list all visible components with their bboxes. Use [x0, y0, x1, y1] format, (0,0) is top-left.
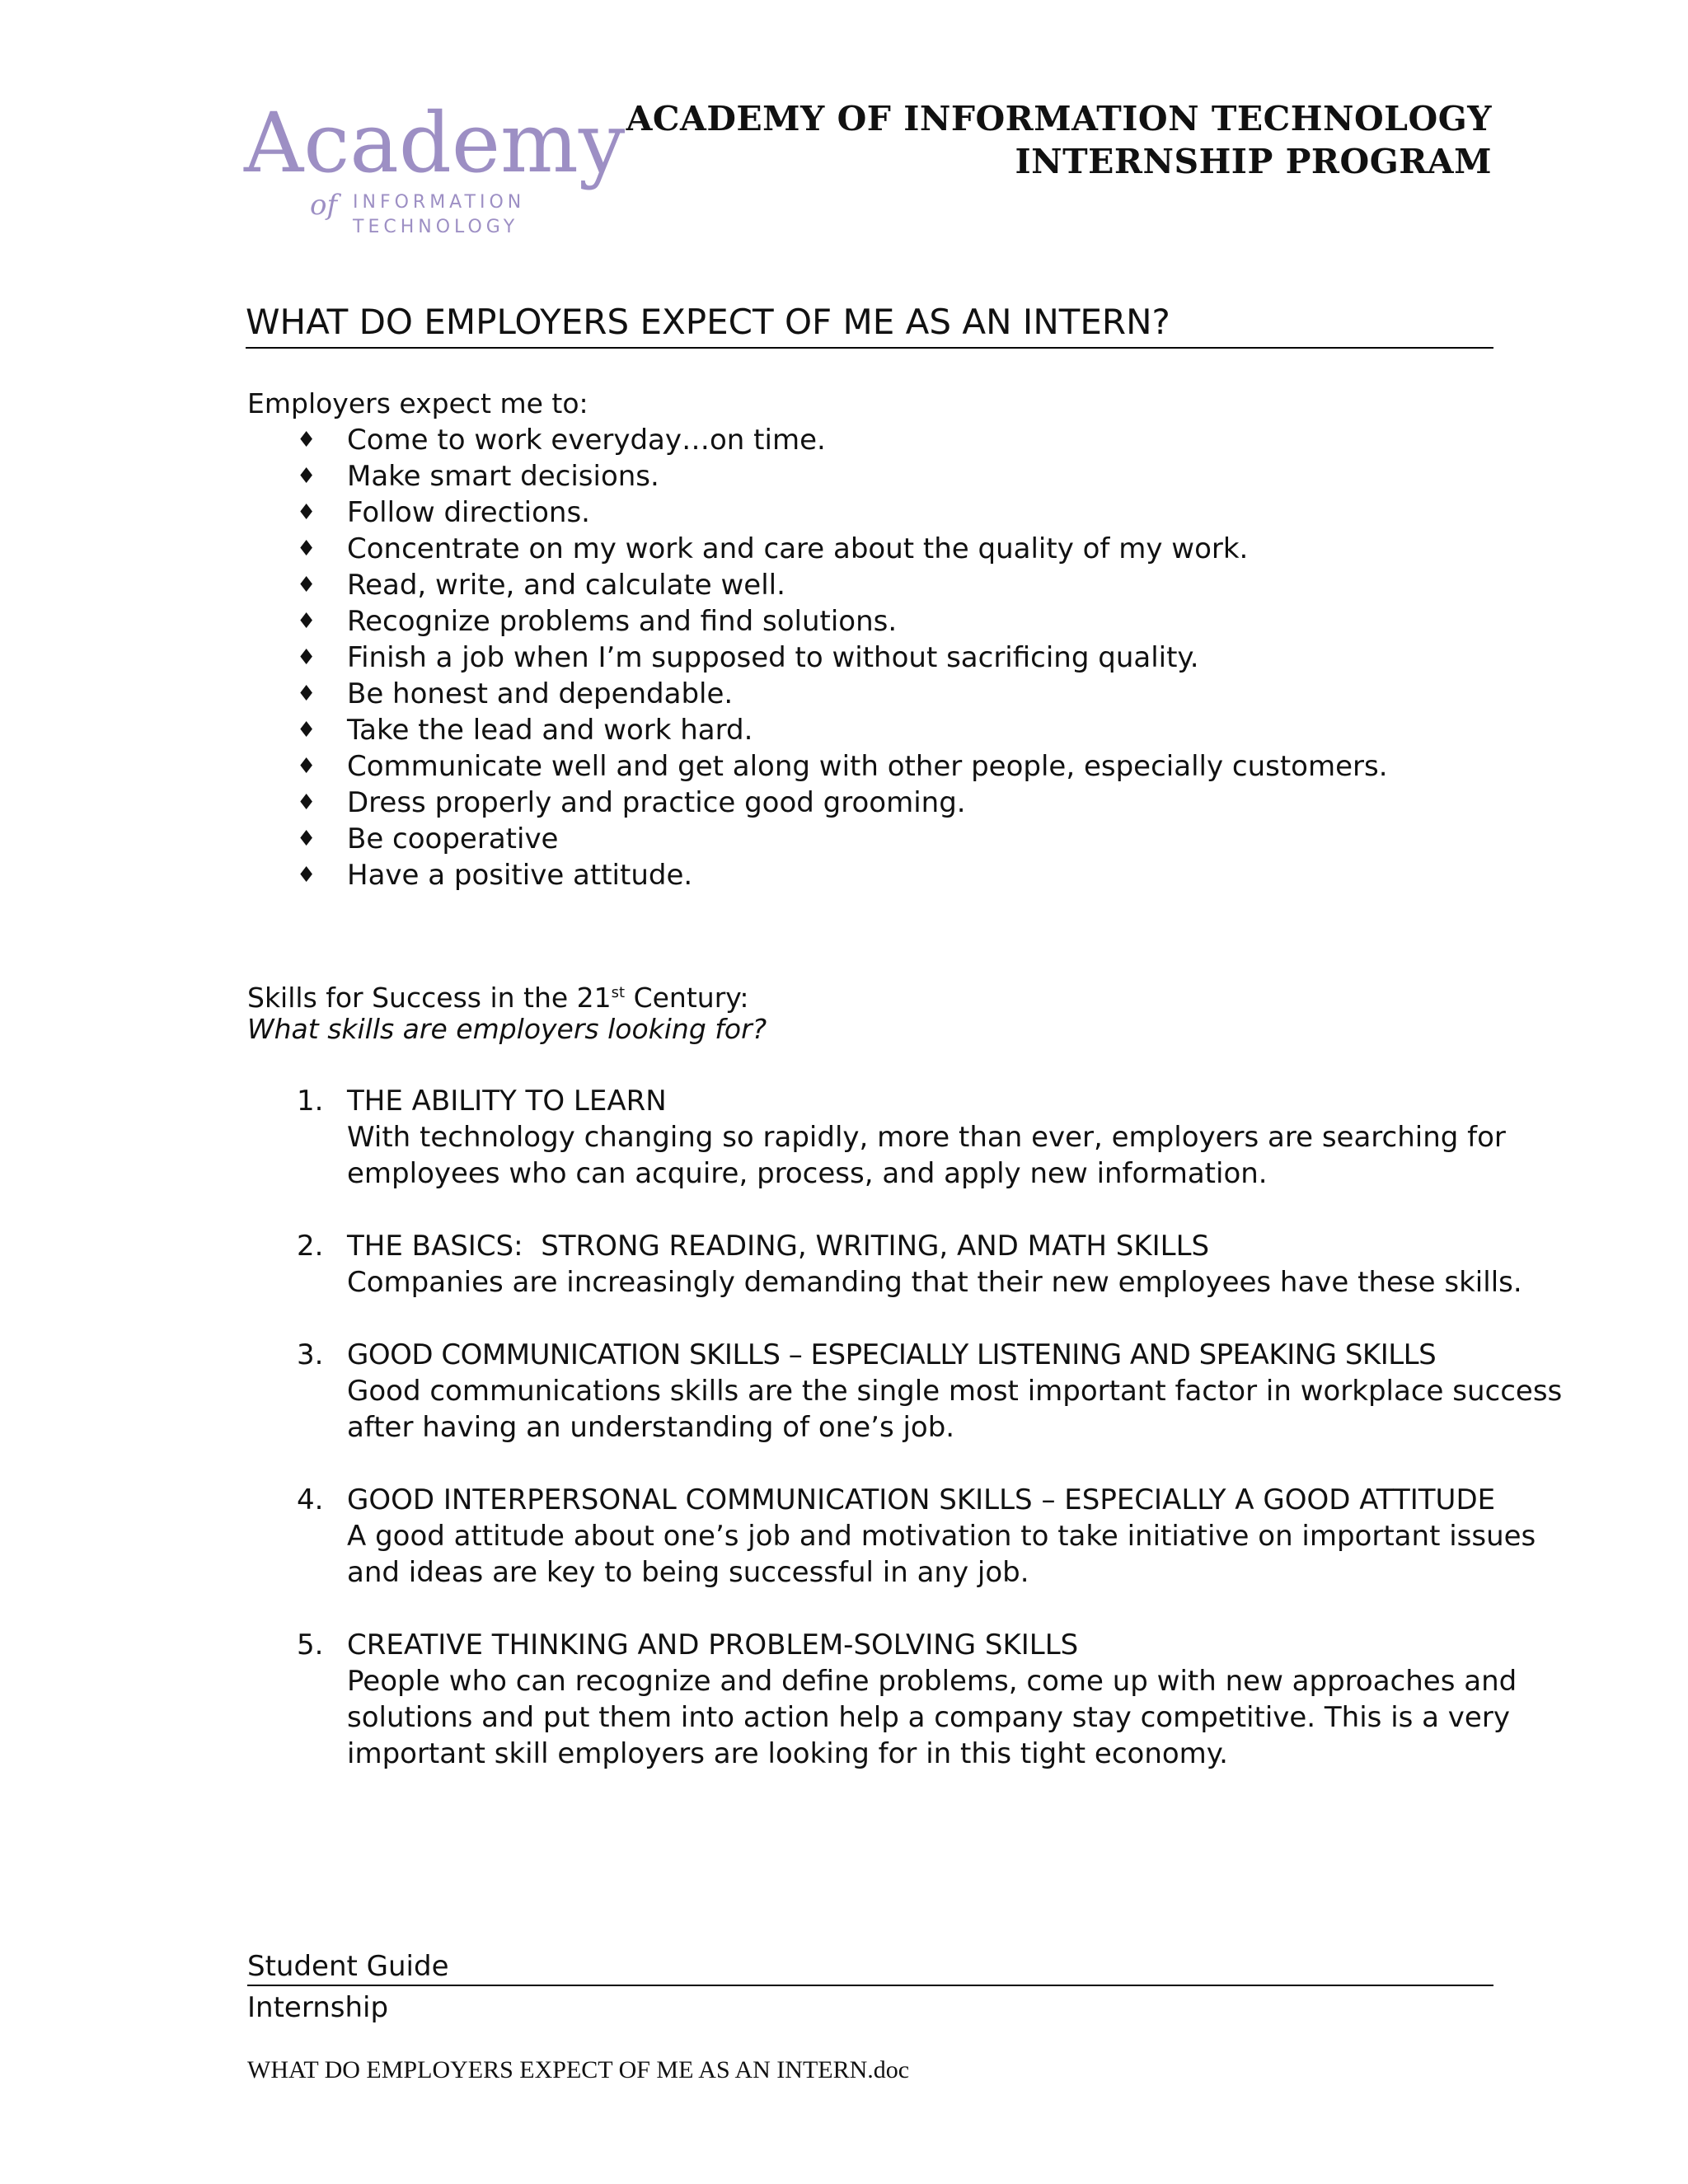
skill-title: CREATIVE THINKING AND PROBLEM-SOLVING SKILLS — [347, 1629, 1079, 1661]
expectation-item — [247, 748, 1388, 785]
expectation-text: Follow directions. — [347, 496, 590, 529]
diamond-bullet-icon: ♦ — [297, 790, 316, 815]
skill-title: THE ABILITY TO LEARN — [347, 1085, 667, 1118]
expectation-item — [247, 857, 1388, 893]
expectation-item — [247, 640, 1388, 676]
expectations-list — [247, 422, 1388, 893]
skills-heading-ordinal: st — [611, 984, 626, 1001]
skills-heading-suffix: Century: — [625, 982, 749, 1014]
expectation-text: Read, write, and calculate well. — [347, 569, 785, 602]
expectations-intro: Employers expect me to: — [247, 387, 588, 419]
skills-list — [247, 1083, 1600, 1808]
skill-description: Companies are increasingly demanding that their new employees have these skills. — [347, 1266, 1522, 1299]
skill-description: Good communications skills are the single most important factor in workplace success after having an understanding of one’s job. — [347, 1375, 1563, 1444]
expectation-text: Be cooperative — [347, 823, 559, 855]
diamond-bullet-icon: ♦ — [297, 500, 316, 525]
expectation-text: Have a positive attitude. — [347, 859, 693, 892]
expectation-item — [247, 567, 1388, 603]
diamond-bullet-icon: ♦ — [297, 863, 316, 888]
skill-number: 3. — [297, 1338, 324, 1371]
expectation-text: Be honest and dependable. — [347, 677, 734, 710]
diamond-bullet-icon: ♦ — [297, 428, 316, 452]
logo-of: of — [310, 189, 338, 222]
footer-internship: Internship — [247, 1991, 389, 2024]
expectation-text: Take the lead and work hard. — [347, 714, 753, 747]
expectation-text: Make smart decisions. — [347, 460, 659, 493]
expectation-item — [247, 821, 1388, 857]
expectation-item — [247, 712, 1388, 748]
diamond-bullet-icon: ♦ — [297, 609, 316, 634]
expectation-item — [247, 422, 1388, 458]
skill-number: 1. — [297, 1085, 324, 1118]
expectation-item — [247, 531, 1388, 567]
expectation-text: Dress properly and practice good grooming. — [347, 786, 966, 819]
skills-heading — [247, 975, 749, 1016]
expectation-text: Come to work everyday…on time. — [347, 424, 826, 457]
skills-heading-text: Skills for Success in the 21 — [247, 982, 612, 1014]
diamond-bullet-icon: ♦ — [297, 573, 316, 598]
diamond-bullet-icon: ♦ — [297, 754, 316, 779]
expectation-text: Concentrate on my work and care about the quality of my work. — [347, 532, 1249, 565]
logo-wordmark: Academy — [244, 95, 626, 191]
diamond-bullet-icon: ♦ — [297, 682, 316, 706]
footer-filename: WHAT DO EMPLOYERS EXPECT OF ME AS AN INTERN.doc — [247, 2056, 910, 2083]
diamond-bullet-icon: ♦ — [297, 645, 316, 670]
logo-information: INFORMATION — [353, 192, 526, 213]
expectation-item — [247, 785, 1388, 821]
skill-description: With technology changing so rapidly, more than ever, employers are searching for employees who can acquire, process, and apply new information. — [347, 1121, 1506, 1190]
logo-technology: TECHNOLOGY — [353, 217, 519, 237]
expectation-item — [247, 494, 1388, 531]
program-header — [626, 97, 1492, 183]
skill-title: GOOD INTERPERSONAL COMMUNICATION SKILLS – ESPECIALLY A GOOD ATTITUDE — [347, 1483, 1496, 1516]
skill-title: GOOD COMMUNICATION SKILLS – ESPECIALLY LISTENING AND SPEAKING SKILLS — [347, 1338, 1437, 1371]
skill-title: THE BASICS: STRONG READING, WRITING, AND MATH SKILLS — [347, 1230, 1210, 1263]
skill-item — [247, 1337, 1600, 1446]
skill-number: 5. — [297, 1629, 324, 1661]
skill-description: A good attitude about one’s job and motivation to take initiative on important issues and ideas are key to being successful in any job. — [347, 1520, 1536, 1589]
skills-subheading: What skills are employers looking for? — [247, 1013, 767, 1045]
program-header-line1: ACADEMY OF INFORMATION TECHNOLOGY — [626, 99, 1492, 138]
skill-item — [247, 1228, 1600, 1301]
expectation-text: Recognize problems and find solutions. — [347, 605, 898, 638]
skill-number: 2. — [297, 1230, 324, 1263]
diamond-bullet-icon: ♦ — [297, 718, 316, 743]
diamond-bullet-icon: ♦ — [297, 827, 316, 851]
diamond-bullet-icon: ♦ — [297, 537, 316, 561]
diamond-bullet-icon: ♦ — [297, 464, 316, 489]
page-title: WHAT DO EMPLOYERS EXPECT OF ME AS AN INTERN? — [246, 301, 1493, 349]
expectation-item — [247, 603, 1388, 640]
skill-item — [247, 1083, 1600, 1192]
expectation-text: Finish a job when I’m supposed to without sacrificing quality. — [347, 641, 1199, 674]
skill-number: 4. — [297, 1483, 324, 1516]
skill-item — [247, 1482, 1600, 1591]
program-header-line2: INTERNSHIP PROGRAM — [1015, 142, 1492, 181]
expectation-item — [247, 676, 1388, 712]
skill-item — [247, 1627, 1600, 1772]
footer-student-guide: Student Guide — [247, 1948, 1493, 1986]
academy-logo — [244, 92, 626, 249]
expectation-text: Communicate well and get along with other people, especially customers. — [347, 750, 1388, 783]
skill-description: People who can recognize and define problems, come up with new approaches and solutions and put them into action help a company stay competitive. This is a very important skill employers are looking for in this tight economy. — [347, 1665, 1517, 1770]
expectation-item — [247, 458, 1388, 494]
